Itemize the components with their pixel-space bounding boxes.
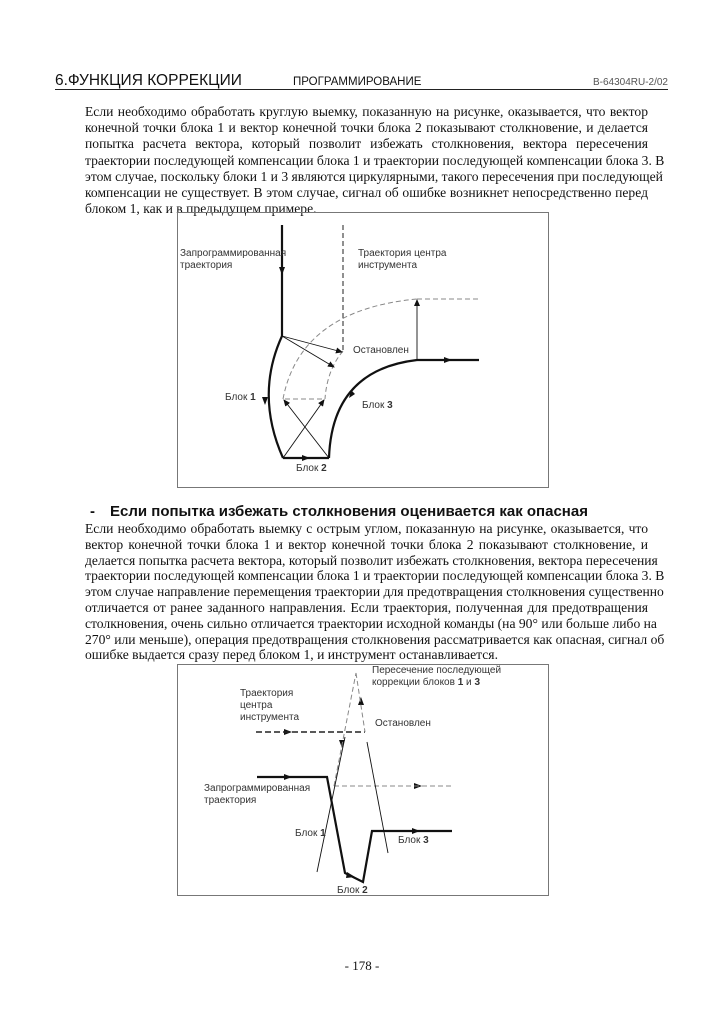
label-tool-center-1: Траектория [240, 688, 294, 699]
text-line: этом случае, поскольку блоки 1 и 3 являются циркулярными, такого пересечения при последующей [85, 168, 663, 184]
label-block-3: Блок 3 [398, 835, 429, 846]
figure-frame [178, 665, 549, 896]
label-tool-center: Траектория центра [358, 248, 447, 259]
label-tool-center-3: инструмента [240, 712, 300, 723]
text-line: ошибке выдается сразу перед блоком 1, и инструмент останавливается. [85, 647, 498, 663]
text-line: этом случае направление перемещения траектории для предотвращения столкновения существенно [85, 584, 664, 600]
header-section: ПРОГРАММИРОВАНИЕ [293, 76, 422, 88]
header-chapter: 6.ФУНКЦИЯ КОРРЕКЦИИ [55, 72, 242, 89]
text-line: Если необходимо обработать выемку с острым углом, показанную на рисунке, оказывается, что [85, 521, 648, 536]
text-line: блоком 1, как и в предыдущем примере. [85, 201, 317, 217]
label-block-1: Блок 1 [295, 828, 326, 839]
label-intersection-2: коррекции блоков 1 и 3 [372, 677, 480, 688]
page-number: - 178 - [344, 958, 380, 973]
label-stopped: Остановлен [353, 345, 409, 356]
header-doc-id: B-64304RU-2/02 [592, 77, 668, 88]
label-programmed-path-2: траектория [204, 795, 257, 806]
label-stopped: Остановлен [375, 718, 431, 729]
label-intersection: Пересечение последующей [372, 665, 502, 676]
label-programmed-path: Запрограммированная [204, 783, 311, 794]
label-block-2: Блок 2 [337, 885, 368, 896]
label-block-1: Блок 1 [225, 392, 256, 403]
text-line: делается попытка расчета вектора, который позволит избежать столкновения, вектора пересечения [85, 552, 658, 568]
text-line: отличается от ранее заданного направления. Если траектория, полученная для предотвращения [85, 599, 648, 615]
text-line: компенсации не существует. В этом случае, сигнал об ошибке возникнет непосредственно перед [85, 185, 648, 201]
text-line: Если необходимо обработать круглую выемку, показанную на рисунке, оказывается, что вектор [85, 104, 648, 119]
text-line: вектор конечной точки блока 1 и вектор конечной точки блока 2 показывают столкновение, и [85, 536, 648, 552]
heading-text: Если попытка избежать столкновения оценивается как опасная [110, 503, 588, 520]
text-line: 270° или меньше), операция предотвращения столкновения рассматривается как опасная, сигнал об [85, 631, 665, 647]
compensation-intersection-path [334, 673, 452, 786]
heading-bullet: - [90, 503, 95, 520]
label-programmed-path-2: траектория [180, 260, 233, 271]
text-line: столкновения, очень сильно отличается траектории исходной команды (на 90° или больше либо на [85, 615, 657, 631]
label-block-3: Блок 3 [362, 400, 393, 411]
text-line: траектории последующей компенсации блока 1 и траектории последующей компенсации блока 3. В [85, 152, 665, 168]
label-programmed-path: Запрограммированная [180, 248, 287, 259]
text-line: попытка расчета вектора, который позволит избежать столкновения, вектора пересечения [85, 136, 648, 152]
label-block-2: Блок 2 [296, 463, 327, 474]
label-tool-center-2: центра [240, 700, 273, 711]
text-line: траектории последующей компенсации блока 1 и траектории последующей компенсации блока 3. В [85, 568, 665, 584]
label-tool-center-2: инструмента [358, 260, 418, 271]
offset-lines [317, 737, 388, 872]
text-line: конечной точки блока 1 и вектор конечной точки блока 2 показывают столкновение, и делается [85, 120, 648, 136]
